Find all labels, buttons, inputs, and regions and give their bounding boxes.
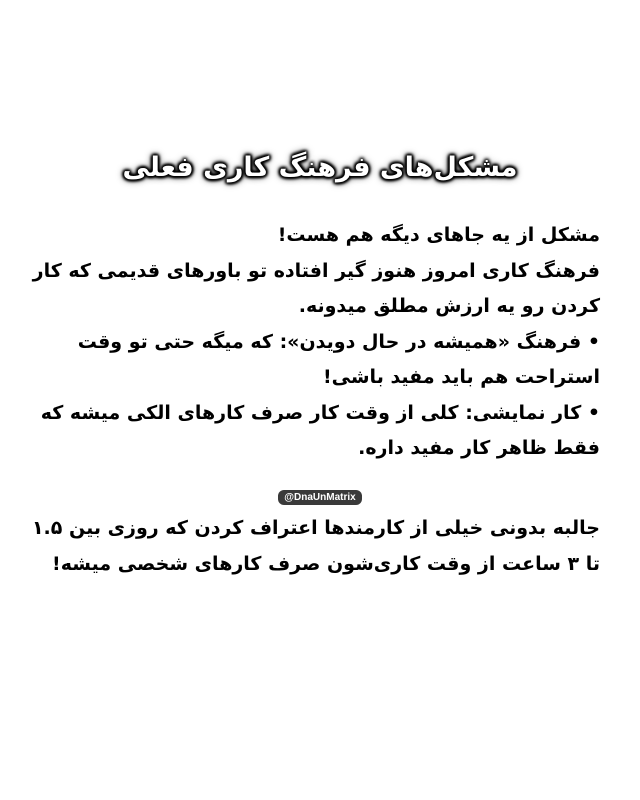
text-line: مشکل از یه جاهای دیگه هم هست!	[277, 224, 600, 246]
text-line: تا ۳ ساعت از وقت کاری‌شون صرف کارهای شخصی میشه!	[52, 552, 600, 575]
text-line: • فرهنگ «همیشه در حال دویدن»: که میگه حتی تو وقت	[77, 330, 600, 353]
watermark	[0, 485, 640, 505]
text-line: جالبه بدونی خیلی از کارمندها اعتراف کردن که روزی بین ۱.۵	[31, 517, 600, 539]
text-line: استراحت هم باید مفید باشی!	[322, 366, 600, 388]
post-title: مشکل‌های فرهنگ کاری فعلی	[122, 152, 518, 183]
text-line: فرهنگ کاری امروز هنوز گیر افتاده تو باورهای قدیمی که کار	[32, 259, 600, 282]
text-line: کردن رو یه ارزش مطلق میدونه.	[298, 295, 600, 317]
text-line: • کار نمایشی: کلی از وقت کار صرف کارهای الکی میشه که	[40, 401, 600, 424]
watermark-handle: @DnaUnMatrix	[278, 490, 361, 505]
body-paragraph-1	[32, 218, 600, 467]
text-line: فقط ظاهر کار مفید داره.	[358, 437, 600, 459]
body-paragraph-2	[31, 511, 600, 582]
